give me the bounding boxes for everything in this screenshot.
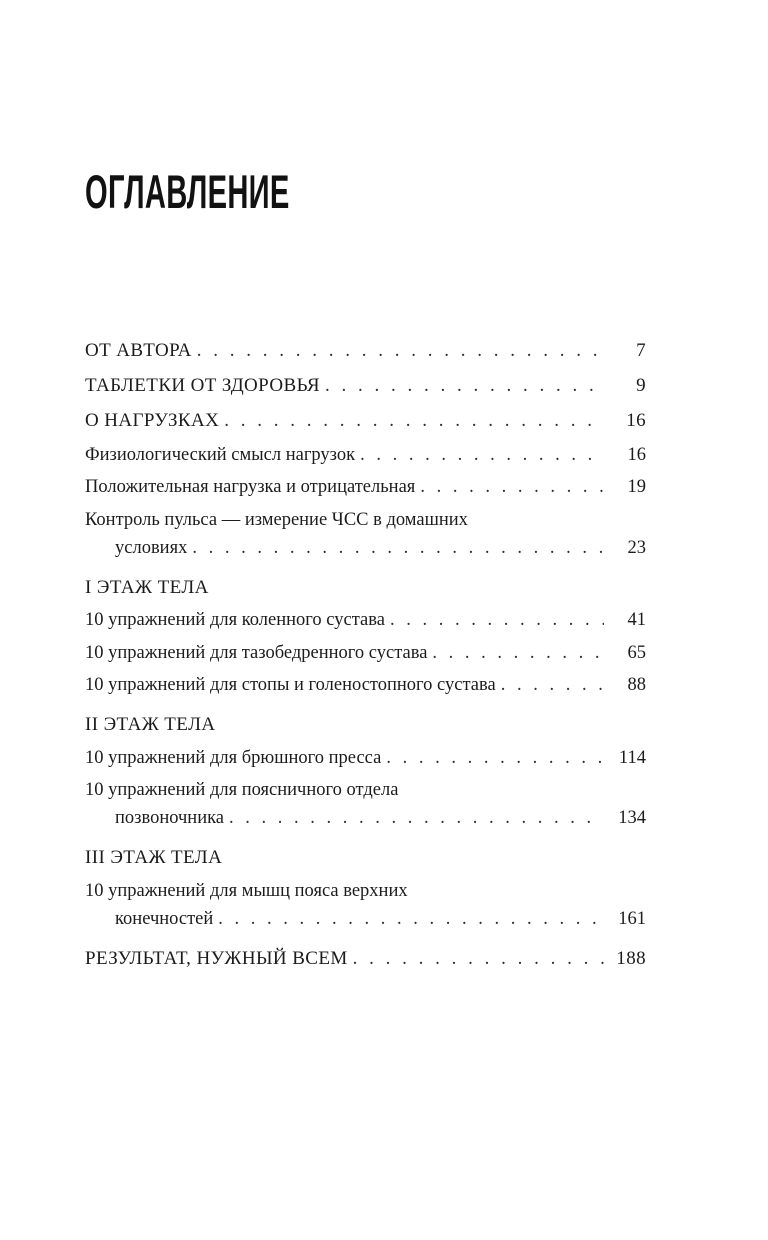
toc-entry-label: РЕЗУЛЬТАТ, НУЖНЫЙ ВСЕМ <box>85 947 348 969</box>
toc-entry <box>85 644 646 663</box>
dot-leader <box>420 478 604 497</box>
toc-entry-label: ОТ АВТОРА <box>85 340 192 361</box>
toc-entry-page: 134 <box>618 808 646 829</box>
toc-entry-label: Физиологический смысл нагрузок <box>85 444 356 465</box>
toc-entry-page: 188 <box>616 947 646 969</box>
toc-entry-page: 16 <box>626 409 646 431</box>
toc-section-heading <box>85 578 646 598</box>
dot-leader <box>390 611 604 630</box>
toc-entry-label: I ЭТАЖ ТЕЛА <box>85 576 209 598</box>
toc-entry <box>85 809 646 828</box>
toc-entry-label: 10 упражнений для поясничного отдела <box>85 780 399 801</box>
toc-entry <box>85 511 646 530</box>
dot-leader <box>229 809 604 828</box>
page-title: ОГЛАВЛЕНИЕ <box>85 165 290 218</box>
toc-entry-label: 10 упражнений для мышц пояса верхних <box>85 880 408 901</box>
dot-leader <box>192 539 604 558</box>
toc-entry <box>85 949 646 969</box>
toc-entry <box>85 749 646 768</box>
dot-leader <box>224 411 604 431</box>
toc-entry-label: 10 упражнений для брюшного пресса <box>85 747 382 768</box>
toc-entry <box>85 676 646 695</box>
toc-entry-label: условиях <box>115 538 188 559</box>
toc-section-heading <box>85 848 646 868</box>
toc-entry-page: 9 <box>636 374 646 396</box>
toc-entry <box>85 539 646 558</box>
toc-entry-label: III ЭТАЖ ТЕЛА <box>85 846 223 868</box>
toc-entry-label: 10 упражнений для тазобедренного сустава <box>85 642 428 663</box>
toc-entry-label: II ЭТАЖ ТЕЛА <box>85 713 216 735</box>
dot-leader <box>386 749 604 768</box>
toc-entry-page: 88 <box>627 675 646 696</box>
toc-entry-page: 16 <box>627 444 646 465</box>
toc-entry-page: 161 <box>618 909 646 930</box>
dot-leader <box>360 446 604 465</box>
dot-leader <box>197 341 604 361</box>
toc-entry <box>85 882 646 901</box>
toc-entry-page: 7 <box>636 340 646 361</box>
toc-section-heading <box>85 715 646 735</box>
toc-entry-page: 41 <box>627 610 646 631</box>
dot-leader <box>218 910 604 929</box>
toc-entry <box>85 411 646 431</box>
toc-entry-page: 65 <box>627 642 646 663</box>
dot-leader <box>501 676 604 695</box>
toc-entry <box>85 376 646 396</box>
dot-leader <box>432 644 604 663</box>
toc-entry <box>85 341 646 361</box>
toc-entry-label: Контроль пульса — измерение ЧСС в домашних <box>85 509 468 530</box>
dot-leader <box>325 376 604 396</box>
toc-entry-label: О НАГРУЗКАХ <box>85 409 220 431</box>
toc-entry <box>85 478 646 497</box>
toc-entry <box>85 446 646 465</box>
toc-entry-page: 114 <box>618 747 646 768</box>
toc-entry <box>85 781 646 800</box>
toc-entry-label: позвоночника <box>115 808 225 829</box>
toc-entry-label: Положительная нагрузка и отрицательная <box>85 477 416 498</box>
toc-entry-label: 10 упражнений для коленного сустава <box>85 610 385 631</box>
toc-entry-page: 19 <box>627 477 646 498</box>
toc-entry-label: 10 упражнений для стопы и голеностопного сустава <box>85 675 496 696</box>
toc-entry <box>85 910 646 929</box>
toc-entry-label: конечностей <box>115 909 214 930</box>
dot-leader <box>353 949 604 969</box>
toc-list <box>85 341 646 969</box>
toc-entry <box>85 611 646 630</box>
toc-entry-page: 23 <box>627 538 646 559</box>
toc-entry-label: ТАБЛЕТКИ ОТ ЗДОРОВЬЯ <box>85 374 320 396</box>
